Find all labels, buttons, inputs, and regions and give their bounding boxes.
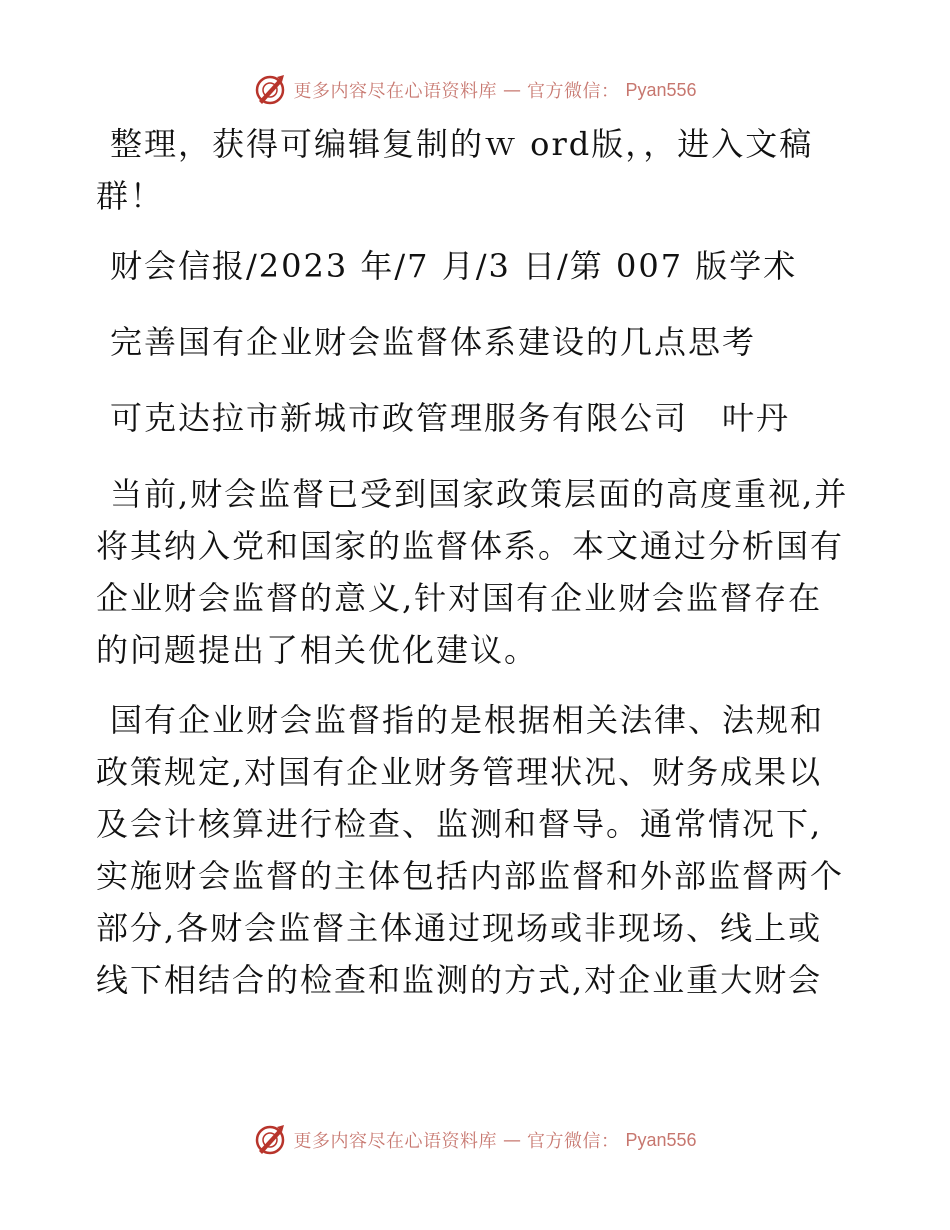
banner-wechat-label: 官方微信： [526, 1131, 620, 1152]
header-banner [0, 70, 950, 110]
quill-logo-icon [253, 73, 287, 107]
banner-wechat-label: 官方微信： [526, 81, 620, 102]
banner-wechat-id: Pyan556 [625, 1129, 697, 1150]
banner-text: 更多内容尽在心语资料库 [293, 1131, 497, 1152]
banner-text: 更多内容尽在心语资料库 [293, 81, 497, 102]
quill-logo-icon [253, 1123, 287, 1157]
paragraph-2: 国有企业财会监督指的是根据相关法律、法规和政策规定,对国有企业财务管理状况、财务成果以及会计核算进行检查、监测和督导。通常情况下,实施财会监督的主体包括内部监督和外部监督两个部分,各财会监督主体通过现场或非现场、线上或线下相结合的检查和监测的方式,对企业重大财会 [96, 701, 845, 999]
intro-line: 整理，获得可编辑复制的ｗ ord版，，进入文稿群！ [96, 125, 814, 215]
banner-separator: — [502, 1129, 521, 1151]
document-body [96, 118, 856, 1024]
banner-wechat-id: Pyan556 [625, 79, 697, 100]
author-line: 可克达拉市新城市政管理服务有限公司 叶丹 [110, 399, 791, 437]
article-title: 完善国有企业财会监督体系建设的几点思考 [110, 323, 757, 361]
paragraph-1: 当前,财会监督已受到国家政策层面的高度重视,并将其纳入党和国家的监督体系。本文通过分析国有企业财会监督的意义,针对国有企业财会监督存在的问题提出了相关优化建议。 [96, 475, 849, 669]
footer-banner [0, 1120, 950, 1160]
source-line: 财会信报/2023 年/7 月/3 日/第 007 版学术 [110, 247, 798, 285]
banner-separator: — [502, 79, 521, 101]
